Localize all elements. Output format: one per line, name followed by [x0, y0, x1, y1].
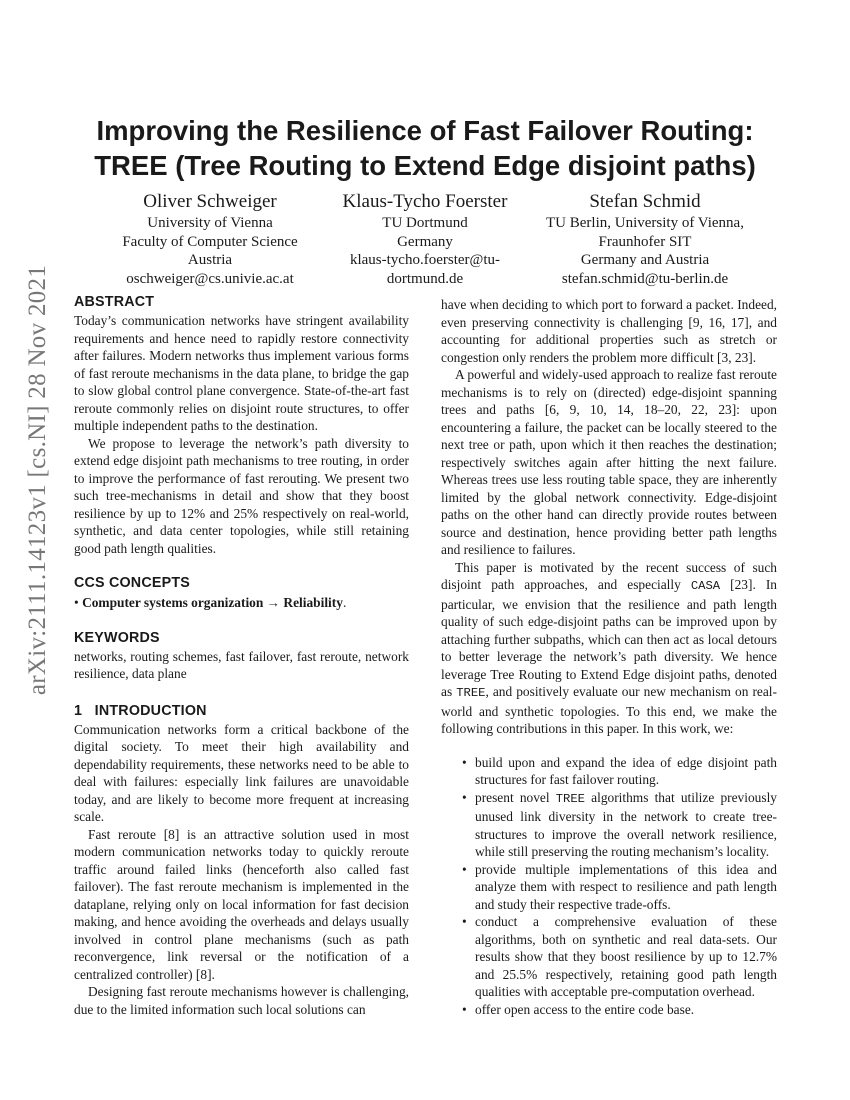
- paper-title-line-2: [60, 148, 790, 184]
- intro-paragraph: Communication networks form a critical backbone of the digital society. To meet their high availability and dependability requirements, these networks need to be able to deal with failures: especially link failures are unavoidable today, and are likely to become more frequent at increasing scale.: [74, 721, 409, 824]
- abstract-heading: ABSTRACT: [74, 294, 155, 310]
- author-affiliation: Faculty of Computer Science: [122, 233, 298, 250]
- paper-title-rest: (Tree Routing to Extend Edge disjoint paths): [167, 150, 756, 181]
- author-email: klaus-tycho.foerster@tu-: [349, 252, 500, 268]
- list-item: • conduct a comprehensive evaluation of these algorithms, both on synthetic and real data-sets. Our results show that they boost resilience by up to 12.7% and 25.5% respectively, retaining good path length qualities with acceptable pre-computation overhead.: [475, 913, 777, 1001]
- ccs-concept: Computer systems organization: [82, 595, 264, 610]
- list-item: • offer open access to the entire code base.: [475, 1001, 777, 1019]
- list-item: • build upon and expand the idea of edge disjoint path structures for fast failover routing.: [475, 754, 777, 789]
- author-affiliation: TU Berlin, University of Vienna,: [546, 215, 744, 231]
- contributions-list: [441, 754, 777, 1019]
- left-column: [74, 292, 409, 1018]
- paragraph-text: This paper is motivated by the recent success of such disjoint path approaches, and especially: [441, 559, 777, 592]
- list-item: • provide multiple implementations of this idea and analyze them with respect to resilience and path length and study their respective trade-offs.: [475, 861, 777, 914]
- tree-acronym: TREE: [94, 150, 168, 181]
- author-email: dortmund.de: [386, 270, 464, 287]
- ccs-concept-entry: [74, 594, 409, 612]
- author-block: [322, 190, 528, 288]
- ccs-bullet: •: [74, 595, 79, 610]
- introduction-heading: 1 INTRODUCTION: [74, 702, 207, 719]
- right-column: [441, 296, 777, 1018]
- ccs-concepts-heading: CCS CONCEPTS: [74, 575, 190, 591]
- author-name: Stefan Schmid: [589, 191, 701, 212]
- keywords-heading: KEYWORDS: [74, 629, 160, 646]
- tree-acronym: TREE: [555, 791, 585, 806]
- paragraph-text: , and positively evaluate our new mechanism on real-world and synthetic topologies. To this end, we make the following contributions in this paper. In this work, we:: [441, 684, 777, 736]
- tree-acronym: TREE: [456, 686, 486, 700]
- author-email: oschweiger@cs.univie.ac.at: [126, 270, 294, 287]
- arrow-icon: →: [263, 595, 284, 610]
- arxiv-identifier: arXiv:2111.14123v1 [cs.NI] 28 Nov 2021: [24, 264, 51, 696]
- list-item-text: present novel: [475, 789, 556, 805]
- abstract-paragraph: Today’s communication networks have stringent availability requirements and hence need to rapidly restore connectivity after failures. Modern networks thus implement various forms of fast reroute mechanisms in the data plane, to bridge the gap to slow global control plane convergence. State-of-the-art fast reroute commonly relies on disjoint route structures, to offer multiple independent paths to the destination.: [74, 313, 409, 433]
- author-country: Germany: [397, 233, 453, 250]
- author-country: Germany and Austria: [580, 252, 710, 268]
- abstract-paragraph: We propose to leverage the network’s path diversity to extend edge disjoint path mechanisms to tree routing, in order to improve the performance of fast rerouting. We present two such tree-mechanisms in detail and show that they boost resilience by up to 12% and 25% respectively on real-world, synthetic, and data center topologies, while still retaining good path length qualities.: [74, 435, 409, 556]
- author-email: stefan.schmid@tu-berlin.de: [561, 270, 729, 287]
- author-country: Austria: [187, 252, 233, 268]
- ccs-period: .: [342, 595, 347, 610]
- intro-paragraph: Designing fast reroute mechanisms however is challenging, due to the limited information such local solutions can: [74, 984, 409, 1017]
- author-block: [535, 190, 755, 288]
- intro-paragraph: have when deciding to which port to forward a packet. Indeed, even preserving connectivity is challenging [9, 16, 17], and accounting for additional properties such as stretch or congestion only renders the problem more difficult [3, 23].: [441, 297, 777, 365]
- intro-paragraph: A powerful and widely-used approach to realize fast reroute mechanisms is to rely on (directed) edge-disjoint spanning trees and paths [6, 9, 10, 14, 18–20, 22, 23]: upon encountering a failure, the packet can be locally steered to the next tree or path, upon which it then reaches the destination; respectively switches again after hitting the next failure. Whereas trees use less routing table space, they are inherently limited by the global network connectivity. Edge-disjoint paths on the other hand can directly provide routes between source and destination, hence providing better path lengths and resilience to failures.: [441, 367, 777, 557]
- author-affiliation: TU Dortmund: [382, 215, 468, 231]
- casa-acronym: CASA: [690, 579, 721, 593]
- author-affiliation: University of Vienna: [147, 215, 273, 231]
- paragraph-text: [23]. In particular, we envision that the resilience and path length quality of such edge-disjoint paths can be improved upon by attaching further subpaths, which can then act as local detours to better leverage the network’s path diversity. We hence leverage Tree Routing to Extend Edge disjoint paths, denoted as: [441, 577, 777, 699]
- paper-title-line-1: Improving the Resilience of Fast Failover Routing:: [96, 115, 754, 146]
- ccs-subconcept: Reliability: [283, 595, 343, 610]
- list-item-text: algorithms that utilize previously unused link diversity in the network to create tree-structures to improve the overall network resilience, while still preserving the routing mechanism’s locality.: [475, 789, 777, 859]
- keywords-text: networks, routing schemes, fast failover, fast reroute, network resilience, data plane: [74, 648, 409, 681]
- author-block: [100, 190, 320, 288]
- author-name: Oliver Schweiger: [143, 191, 277, 212]
- author-name: Klaus-Tycho Foerster: [342, 191, 508, 212]
- intro-paragraph: Fast reroute [8] is an attractive solution used in most modern communication networks today to quickly reroute traffic around failed links (henceforth also called fast failover). The fast reroute mechanism is implemented in the dataplane, relying only on local information for fast decision making, and hence avoiding the overheads and delays usually involved in control plane mechanisms (such as path reconvergence, link reversal or the notification of a centralized controller) [8].: [74, 826, 409, 982]
- intro-paragraph: [441, 559, 777, 738]
- list-item: [475, 789, 777, 861]
- author-affiliation: Fraunhofer SIT: [598, 233, 692, 250]
